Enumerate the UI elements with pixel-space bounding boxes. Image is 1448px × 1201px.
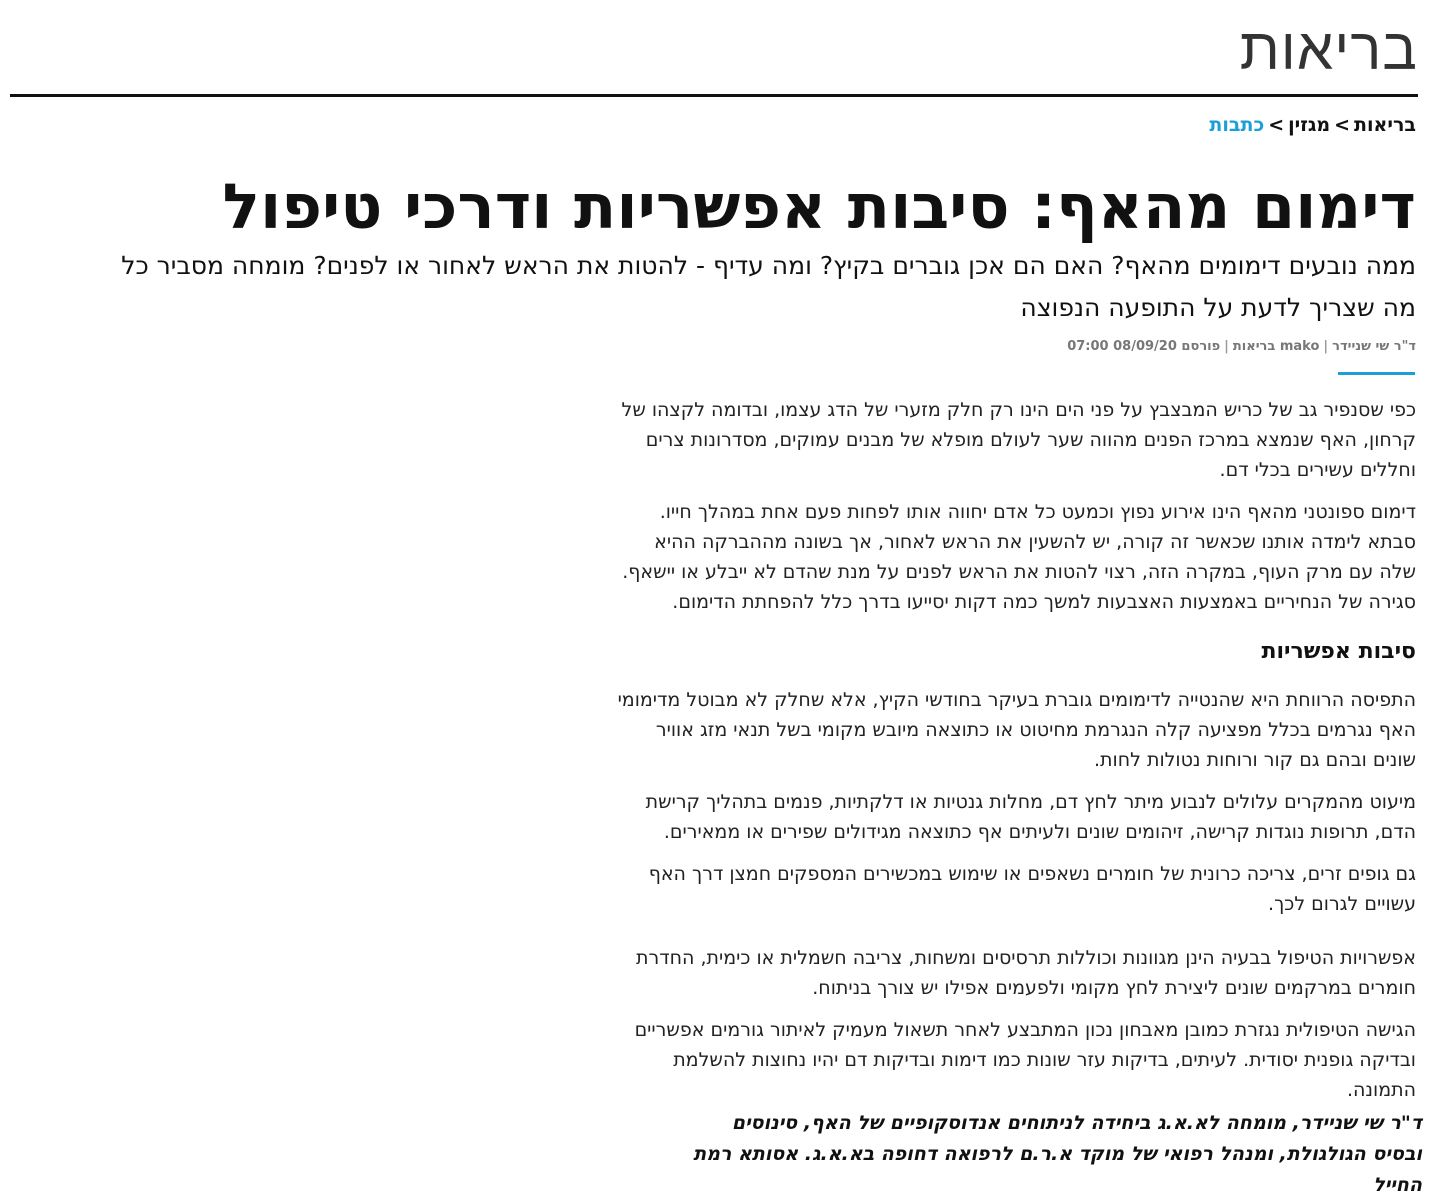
breadcrumb: [1209, 114, 1416, 136]
byline-source[interactable]: mako בריאות: [1232, 339, 1320, 354]
byline-published-date: פורסם 08/09/20 07:00: [1067, 339, 1221, 354]
byline-author[interactable]: ד"ר שי שניידר: [1332, 339, 1416, 354]
header-divider: [10, 94, 1418, 97]
article-paragraph: גם גופים זרים, צריכה כרונית של חומרים נשאפים או שימוש במכשירים המספקים חמצן דרך האף עשויים לגרום לכך.: [648, 863, 1416, 915]
article-paragraph: הגישה הטיפולית נגזרת כמובן מאבחון נכון המתבצע לאחר תשאול מעמיק לאיתור גורמים אפשריים ובדיקה גופנית יסודית. לעיתים, בדיקות עזר שונות כמו דימות ובדיקות דם יהיו נחוצות להשלמת התמונה.: [634, 1019, 1416, 1101]
breadcrumb-item-magazine[interactable]: מגזין: [1288, 114, 1331, 136]
section-heading-possible-causes: סיבות אפשריות: [1261, 639, 1416, 664]
article-paragraph: כפי שסנפיר גב של כריש המבצבץ על פני הים הינו רק חלק מזערי של הדג עצמו, ובדומה לקצהו של קרחון, האף שנמצא במרכז הפנים מהווה שער לעולם מופלא של מבנים עמוקים, מסדרונות צרים וחללים עשירים בכלי דם.: [621, 399, 1416, 481]
breadcrumb-item-articles[interactable]: כתבות: [1209, 114, 1265, 136]
article-paragraph: מיעוט מהמקרים עלולים לנבוע מיתר לחץ דם, מחלות גנטיות או דלקתיות, פנמים בתהליך קרישת הדם, תרופות נוגדות קרישה, זיהומים שונים ולעיתים אף כתוצאה מגידולים שפירים או ממאירים.: [645, 791, 1416, 843]
article-paragraph: התפיסה הרווחת היא שהנטייה לדימומים גוברת בעיקר בחודשי הקיץ, אלא שחלק לא מבוטל מדימומי האף נגרמים בכלל מפציעה קלה הנגרמת מחיטוט או כתוצאה מיובש מקומי בשל תנאי מזג אוויר שונים ובהם גם קור ורוחות נטולות לחות.: [617, 689, 1416, 771]
article-paragraph: דימום ספונטני מהאף הינו אירוע נפוץ וכמעט כל אדם יחווה אותו לפחות פעם אחת במהלך חייו. סבתא לימדה אותנו שכאשר זה קורה, יש להשעין את הראש לאחור, אך בשונה מההברקה ההיא שלה עם מרק העוף, במקרה הזה, רצוי להטות את הראש לפנים על מנת שהדם לא ייבלע או יישאף. סגירה של הנחיריים באמצעות האצבעות למשך כמה דקות יסייעו בדרך כלל להפחתת הדימום.: [622, 501, 1416, 613]
article-body: [616, 395, 1416, 1117]
breadcrumb-item-health[interactable]: בריאות: [1354, 114, 1416, 136]
article-headline: דימום מהאף: סיבות אפשריות ודרכי טיפול: [222, 170, 1416, 243]
article-paragraph: אפשרויות הטיפול בבעיה הינן מגוונות וכוללות תרסיסים ומשחות, צריבה חשמלית או כימית, החדרת חומרים במרקמים שונים ליצירת לחץ מקומי ולפעמים אפילו יש צורך בניתוח.: [636, 947, 1416, 999]
article-byline: ד"ר שי שניידר|mako בריאות|פורסם 08/09/20 07:00: [1067, 339, 1416, 354]
section-title[interactable]: בריאות: [1239, 15, 1418, 83]
author-bio-note: ד"ר שי שניידר, מומחה לא.א.ג ביחידה לניתוחים אנדוסקופיים של האף, סינוסים ובסיס הגולגולת, ומנהל רפואי של מוקד א.ר.ם לרפואה דחופה בא.א.ג. אסותא רמת החייל: [693, 1112, 1422, 1196]
article-subtitle: ממה נובעים דימומים מהאף? האם הם אכן גוברים בקיץ? ומה עדיף - להטות את הראש לאחור או לפנים? מומחה מסביר כל מה שצריך לדעת על התופעה הנפוצה: [121, 251, 1416, 322]
breadcrumb-separator: >: [1334, 114, 1351, 136]
breadcrumb-separator: >: [1268, 114, 1285, 136]
byline-accent-bar: [1338, 372, 1415, 375]
